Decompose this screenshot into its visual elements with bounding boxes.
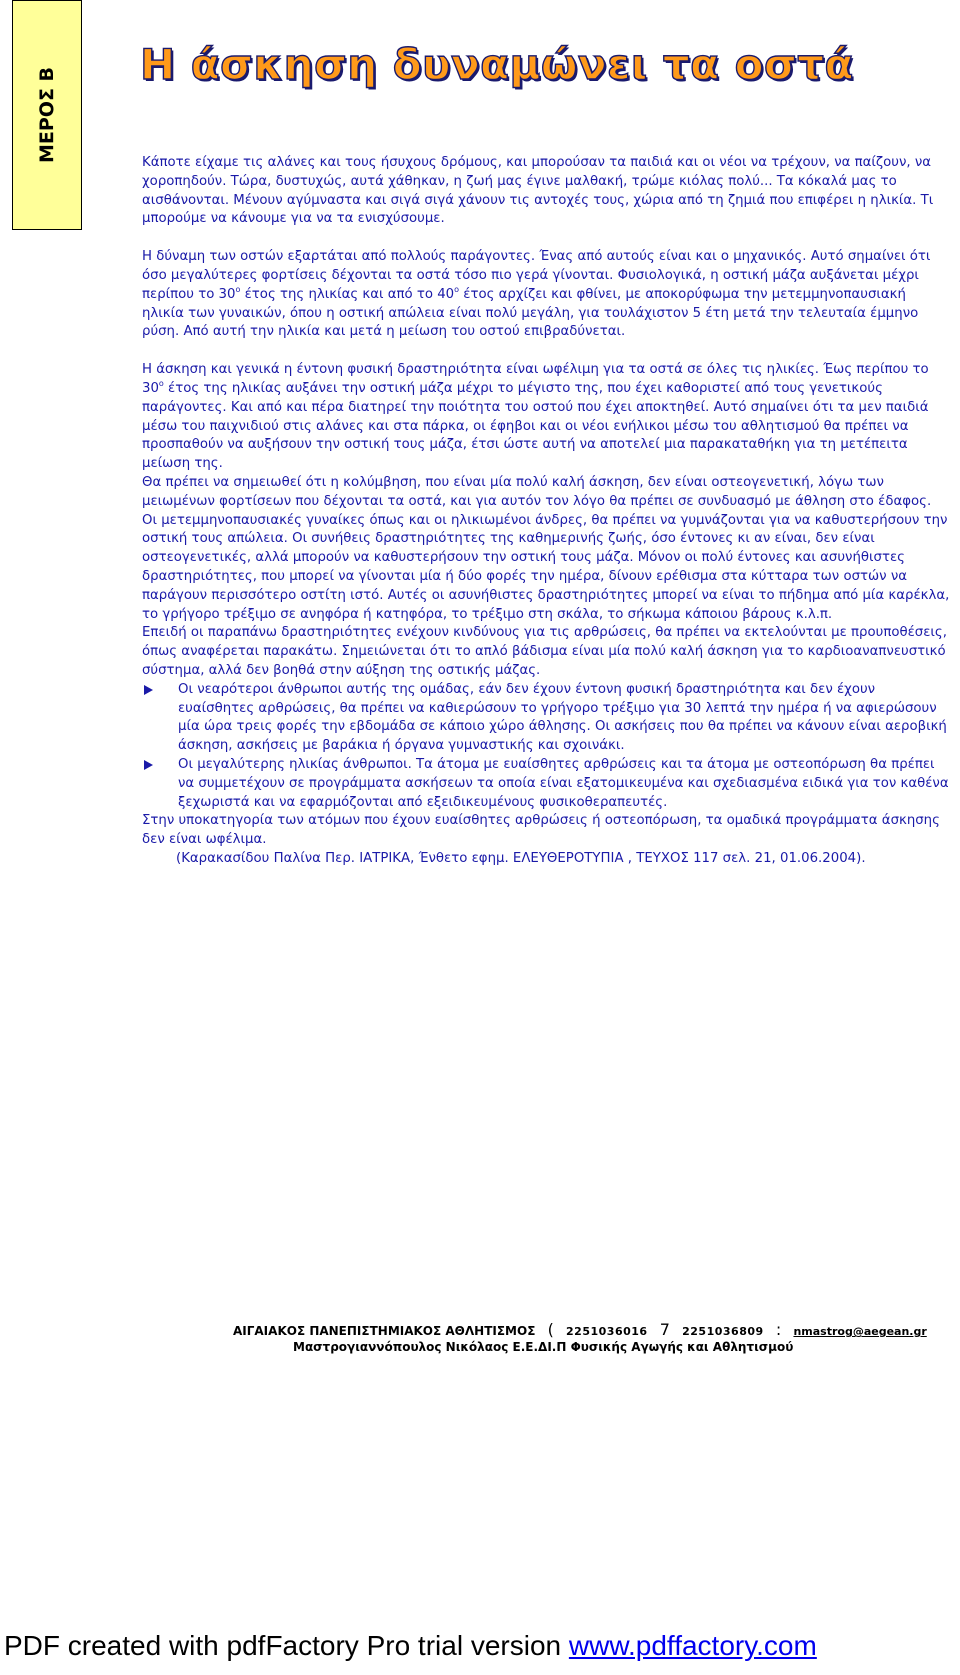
- fax-icon: 7: [659, 1320, 670, 1339]
- list-item: Οι μεγαλύτερης ηλικίας άνθρωποι. Τα άτομα με ευαίσθητες αρθρώσεις και τα άτομα με οστεοπόρωση θα πρέπει να συμμετέχουν σε προγράμματα ασκήσεων τα οποία είναι εξατομικευμένα και σχεδιασμένα ειδικά για τον καθένα ξεχωριστά και να εφαρμόζονται από εξειδικευμένους φυσικοθεραπευτές.: [142, 756, 950, 812]
- paragraph-exercise-benefits: Η άσκηση και γενικά η έντονη φυσική δραστηριότητα είναι ωφέλιμη για τα οστά σε όλες τις ηλικίες. Έως περίπου το $30^o$ έτος της ηλικίας αυξάνει την οστική μάζα μέχρι το μέγιστο της, που έχει καθοριστεί από τους γενετικούς παράγοντες. Και από και πέρα διατηρεί την ποιότητα του οστού που έχει αποκτηθεί. Αυτό σημαίνει ότι τα μεν παιδιά μέσω του παιχνιδιού στις αλάνες και στα πάρκα, οι έφηβοι και οι νέοι ενήλικοι μέσω του αθλητισμού θα πρέπει να προσπαθούν να αυξήσουν την οστική τους μάζα, έτσι ώστε αυτή να αποτελεί μια παρακαταθήκη για τη μετέπειτα μείωση της.: [142, 362, 929, 472]
- paragraph-joint-risk: Επειδή οι παραπάνω δραστηριότητες ενέχουν κινδύνους για τις αρθρώσεις, θα πρέπει να εκτελούνται με προυποθέσεις, όπως αναφέρεται παρακάτω. Σημειώνεται ότι το απλό βάδισμα είναι μία πολύ καλή άσκηση για το καρδιοαναπνευστικό σύστημα, αλλά δεν βοηθά στην αύξηση της οστικής μάζας.: [142, 625, 947, 678]
- paragraph-postmenopausal: Οι μετεμμηνοπαυσιακές γυναίκες όπως και οι ηλικιωμένοι άνδρες, θα πρέπει να γυμνάζονται για να καθυστερήσουν την οστική τους απώλεια. Οι συνήθεις δραστηριότητες της καθημερινής ζωής, όσο έντονες κι αν είναι, δεν είναι οστεογενετικές, αλλά μπορούν να καθυστερήσουν την οστική τους μάζα. Μόνον οι πολύ έντονες και ασυνήθιστες δραστηριότητες, που μπορεί να γίνονται μία ή δύο φορές την ημέρα, δίνουν ερέθισμα στα κύτταρα των οστών να παράγουν περισσότερο οστίτη ιστό. Αυτές οι ασυνήθιστες δραστηριότητες μπορεί να είναι το πήδημα από μία καρέκλα, το γρήγορο τρέξιμο σε ανηφόρα ή κατηφόρα, το τρέξιμο στη σκάλα, το σήκωμα κάποιου βάρους κ.λ.π.: [142, 512, 950, 622]
- paragraph-intro: Κάποτε είχαμε τις αλάνες και τους ήσυχους δρόμους, και μπορούσαν τα παιδιά και οι νέοι να τρέχουν, να παίζουν, να χοροπηδούν. Τώρα, δυστυχώς, αυτά χάθηκαν, η ζωή μας έγινε μαλθακή, τρώμε κιόλας πολύ... Τα κόκαλά μας το αισθάνονται. Μένουν αγύμναστα και σιγά σιγά χάνουν τις αντοχές τους, χώρια από τη ζημιά που επιφέρει η ηλικία. Τι μπορούμε να κάνουμε για να τα ενισχύσουμε.: [142, 155, 934, 227]
- footer-fax: 2251036809: [682, 1325, 764, 1338]
- mail-icon: :: [775, 1320, 782, 1339]
- pdffactory-link[interactable]: www.pdffactory.com: [568, 1630, 817, 1661]
- paragraph-group-programs: Στην υποκατηγορία των ατόμων που έχουν ευαίσθητες αρθρώσεις ή οστεοπόρωση, τα ομαδικά προγράμματα άσκησης δεν είναι ωφέλιμα.: [142, 813, 940, 848]
- phone-icon: (: [547, 1320, 554, 1339]
- footer-email-link[interactable]: nmastrog@aegean.gr: [793, 1325, 927, 1338]
- triangle-bullet-icon: [144, 685, 153, 695]
- citation: (Καρακασίδου Παλίνα Περ. ΙΑΤΡΙΚΑ, Ένθετο εφημ. ΕΛΕΥΘΕΡΟΤΥΠΙΑ , ΤΕΥΧΟΣ 117 σελ. 21, 01.06.2004).: [176, 850, 866, 866]
- side-tab-label: ΜΕΡΟΣ Β: [36, 66, 58, 164]
- paragraph-bone-strength: Η δύναμη των οστών εξαρτάται από πολλούς παράγοντες. Ένας από αυτούς είναι και ο μηχανικός. Αυτό σημαίνει ότι όσο μεγαλύτερες φορτίσεις δέχονται τα οστά τόσο πιο γερά γίνονται. Φυσιολογικά, η οστική μάζα αυξάνεται μέχρι περίπου το $30^o$ έτος της ηλικίας και από το $40^o$ έτος αρχίζει και φθίνει, με αποκορύφωμα την μετεμμηνοπαυσιακή ηλικία των γυναικών, όπου η οστική απώλεια είναι πολύ μεγάλη, για τουλάχιστον 5 έτη μετά την τελευταία έμμηνο ρύση. Από αυτή την ηλικία και μετά η μείωση του οστού επιβραδύνεται.: [142, 249, 931, 340]
- footer-phone: 2251036016: [566, 1325, 648, 1338]
- side-tab: [12, 0, 82, 230]
- triangle-bullet-icon: [144, 760, 153, 770]
- recommendation-list: [142, 681, 950, 813]
- footer-author: Μαστρογιαννόπουλος Νικόλαος Ε.Ε.ΔΙ.Π Φυσικής Αγωγής και Αθλητισμού: [293, 1340, 794, 1354]
- paragraph-swimming: Θα πρέπει να σημειωθεί ότι η κολύμβηση, που είναι μία πολύ καλή άσκηση, δεν είναι οστεογενετική, λόγω των μειωμένων φορτίσεων που δέχονται τα οστά, και για αυτόν τον λόγο θα πρέπει σε συνδυασμό με άθληση στο έδαφος.: [142, 474, 932, 509]
- page-title: Η άσκηση δυναμώνει τα οστά: [140, 40, 854, 89]
- article-body: [142, 154, 950, 869]
- footer-org: ΑΙΓΑΙΑΚΟΣ ΠΑΝΕΠΙΣΤΗΜΙΑΚΟΣ ΑΘΛΗΤΙΣΜΟΣ: [233, 1324, 536, 1338]
- list-item: Οι νεαρότεροι άνθρωποι αυτής της ομάδας, εάν δεν έχουν έντονη φυσική δραστηριότητα και δεν έχουν ευαίσθητες αρθρώσεις, θα πρέπει να καθιερώσουν το γρήγορο τρέξιμο για 30 λεπτά την ημέρα ή να αφιερώσουν μία ώρα τρεις φορές την εβδομάδα σε κάποιο χώρο άθλησης. Οι ασκήσεις που θα πρέπει να κάνουν είναι αεροβική άσκηση, ασκήσεις με βαράκια ή όργανα γυμναστικής και σχοινάκι.: [142, 681, 950, 756]
- pdf-trial-banner: PDF created with pdfFactory Pro trial version www.pdffactory.com: [4, 1630, 817, 1661]
